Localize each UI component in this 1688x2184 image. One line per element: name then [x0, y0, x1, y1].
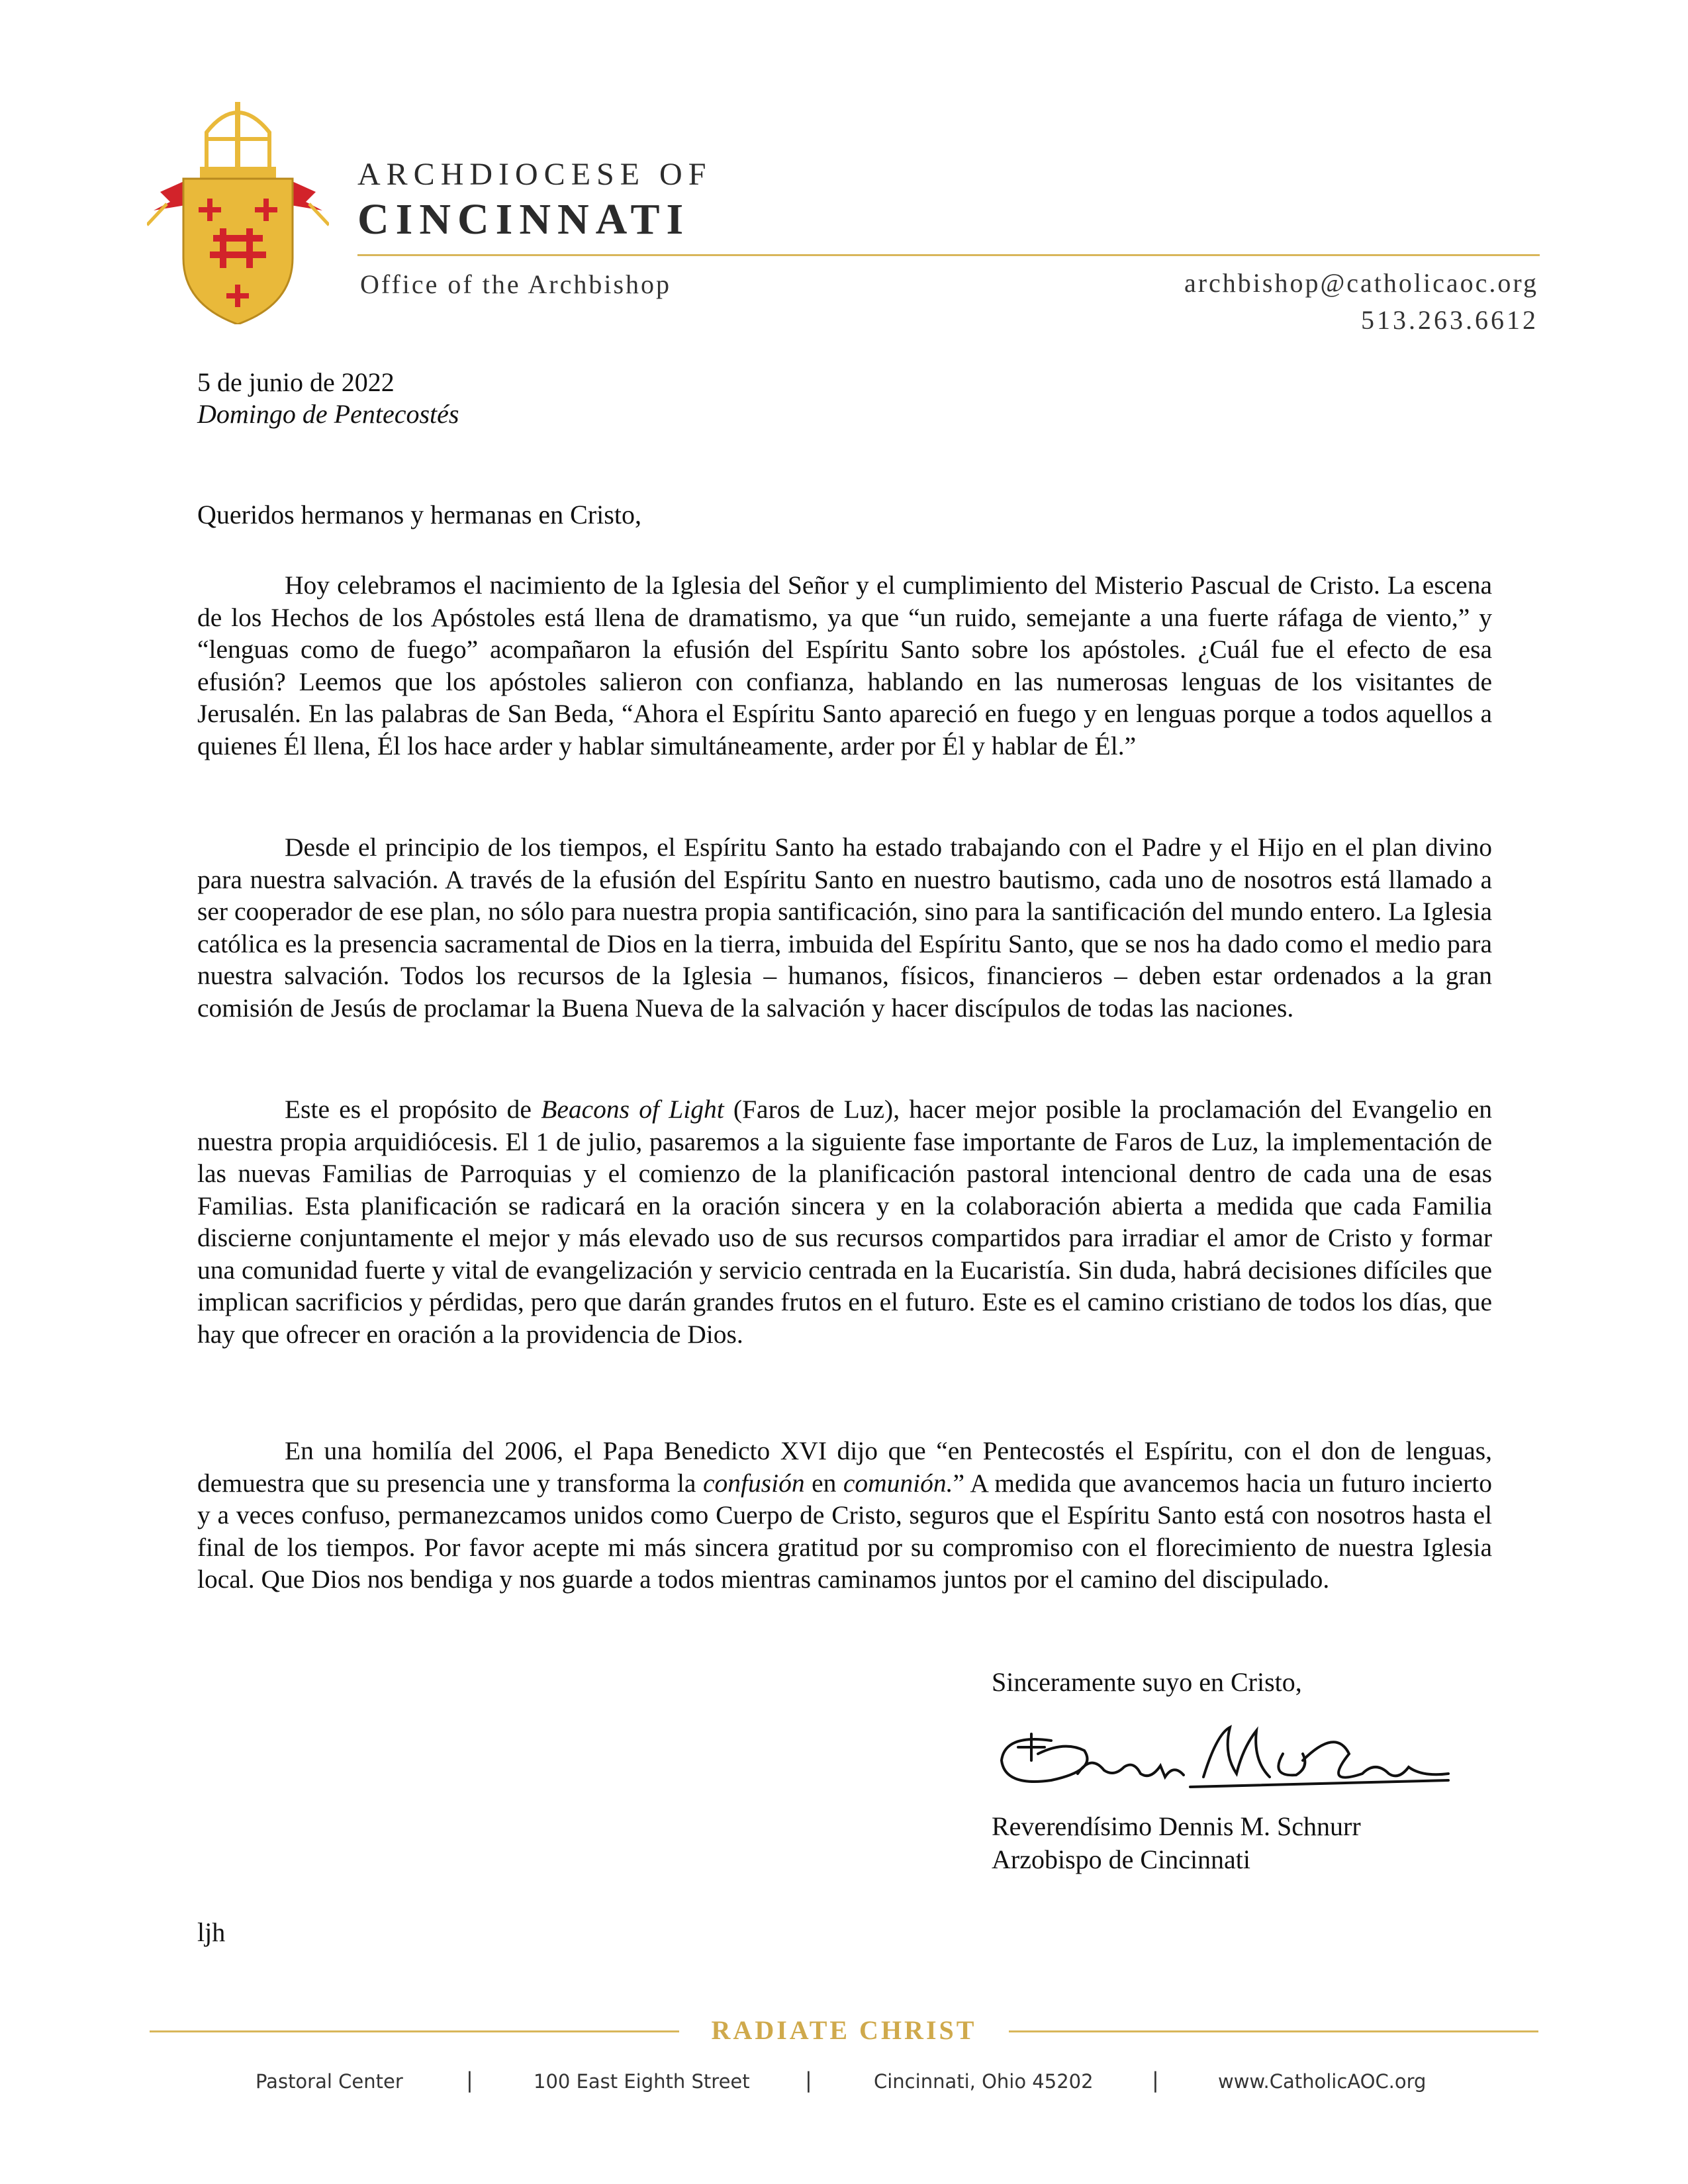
footer-separator: | [466, 2068, 473, 2093]
footer-motto: RADIATE CHRIST [711, 2015, 977, 2045]
signer-title: Arzobispo de Cincinnati [992, 1844, 1251, 1874]
office-name: Office of the Archbishop [360, 269, 672, 299]
footer-separator: | [1152, 2068, 1159, 2093]
paragraph-4-text-b: en [804, 1468, 843, 1498]
beacons-of-light-title: Beacons of Light [541, 1095, 724, 1124]
letter-closing: Sinceramente suyo en Cristo, [992, 1667, 1302, 1697]
body-paragraph-2: Desde el principio de los tiempos, el Espíritu Santo ha estado trabajando con el Padre y el Hijo en el plan divino para nuestra salvación. A través de la efusión del Espíritu Santo en nuestro bautismo, cada uno de nosotros está llamado a ser cooperador de ese plan, no sólo para nuestra propia santificación, sino para la santificación del mundo entero. La Iglesia católica es la presencia sacramental de Dios en la tierra, imbuida del Espíritu Santo, que se nos ha dado como el medio para nuestra salvación. Todos los recursos de la Iglesia – humanos, físicos, financieros – deben estar ordenados a la gran comisión de Jesús de proclamar la Buena Nueva de la salvación y hacer discípulos de todas las naciones. [197, 833, 1492, 1023]
signer-name: Reverendísimo Dennis M. Schnurr [992, 1811, 1361, 1841]
body-paragraph-3 [197, 1093, 1492, 1350]
footer-pastoral-center: Pastoral Center [256, 2070, 403, 2093]
paragraph-3-text-a: Este es el propósito de [285, 1095, 541, 1124]
body-paragraph-1: Hoy celebramos el nacimiento de la Iglesia del Señor y el cumplimiento del Misterio Pascual de Cristo. La escena de los Hechos de los Apóstoles está llena de dramatismo, ya que “un ruido, semejante a una fuerte ráfaga de viento,” y “lenguas como de fuego” acompañaron la efusión del Espíritu Santo sobre los apóstoles. ¿Cuál fue el efecto de esa efusión? Leemos que los apóstoles salieron con confianza, hablando en las numerosas lenguas de los visitantes de Jerusalén. En las palabras de San Beda, “Ahora el Espíritu Santo apareció en fuego y en lenguas porque a todos aquellos a quienes Él llena, Él los hace arder y hablar simultáneamente, arder por Él y hablar de Él.” [197, 570, 1492, 760]
contact-phone: 513.263.6612 [1361, 305, 1538, 335]
footer-divider-left [150, 2030, 679, 2032]
organization-name-line2: CINCINNATI [357, 195, 690, 244]
letter-date: 5 de junio de 2022 [197, 367, 395, 397]
letter-salutation: Queridos hermanos y hermanas en Cristo, [197, 500, 641, 529]
archdiocese-crest-logo [147, 93, 329, 324]
body-paragraph-4 [197, 1435, 1492, 1596]
paragraph-4-text-a: En una homilía del 2006, el Papa Benedicto XVI dijo que “en Pentecostés el Espíritu, con el don de lenguas, demuestra que su presencia une y transforma la [197, 1436, 1492, 1498]
footer-city-state-zip: Cincinnati, Ohio 45202 [874, 2070, 1094, 2093]
paragraph-3-text-b: (Faros de Luz), hacer mejor posible la proclamación del Evangelio en nuestra propia arquidiócesis. El 1 de julio, pasaremos a la siguiente fase importante de Faros de Luz, la implementación de las nuevas Familias de Parroquias y el comienzo de la planificación pastoral intencional dentro de cada una de esas Familias. Esta planificación se radicará en la oración sincera y en la colaboración abierta a medida que cada Familia discierne conjuntamente el mejor y más elevado uso de sus recursos compartidos para irradiar el amor de Cristo y formar una comunidad fuerte y vital de evangelización y servicio centrada en la Eucaristía. Sin duda, habrá decisiones difíciles que implican sacrificios y pérdidas, pero que darán grandes frutos en el futuro. Este es el camino cristiano de todos los días, que hay que ofrecer en oración a la providencia de Dios. [197, 1095, 1492, 1349]
footer-street-address: 100 East Eighth Street [534, 2070, 750, 2093]
handwritten-signature [992, 1714, 1455, 1800]
footer-divider-right [1009, 2030, 1538, 2032]
italic-word-comunion: comunión. [843, 1468, 953, 1498]
italic-word-confusion: confusión [702, 1468, 805, 1498]
paragraph-4-text-c: ” A medida que avancemos hacia un futuro incierto y a veces confuso, permanezcamos unidos como Cuerpo de Cristo, seguros que el Espíritu Santo está con nosotros hasta el final de los tiempos. Por favor acepte mi más sincera gratitud por su compromiso con el florecimiento de nuestra Iglesia local. Que Dios nos bendiga y nos guarde a todos mientras caminamos juntos por el camino del discipulado. [197, 1468, 1492, 1594]
contact-email: archbishop@catholicaoc.org [1184, 268, 1538, 298]
typist-initials: ljh [197, 1917, 226, 1947]
footer-website-link[interactable]: www.CatholicAOC.org [1218, 2070, 1427, 2093]
footer-separator: | [805, 2068, 812, 2093]
letter-feast-day: Domingo de Pentecostés [197, 399, 459, 429]
organization-name-line1: ARCHDIOCESE OF [357, 157, 712, 192]
header-divider [357, 254, 1540, 256]
